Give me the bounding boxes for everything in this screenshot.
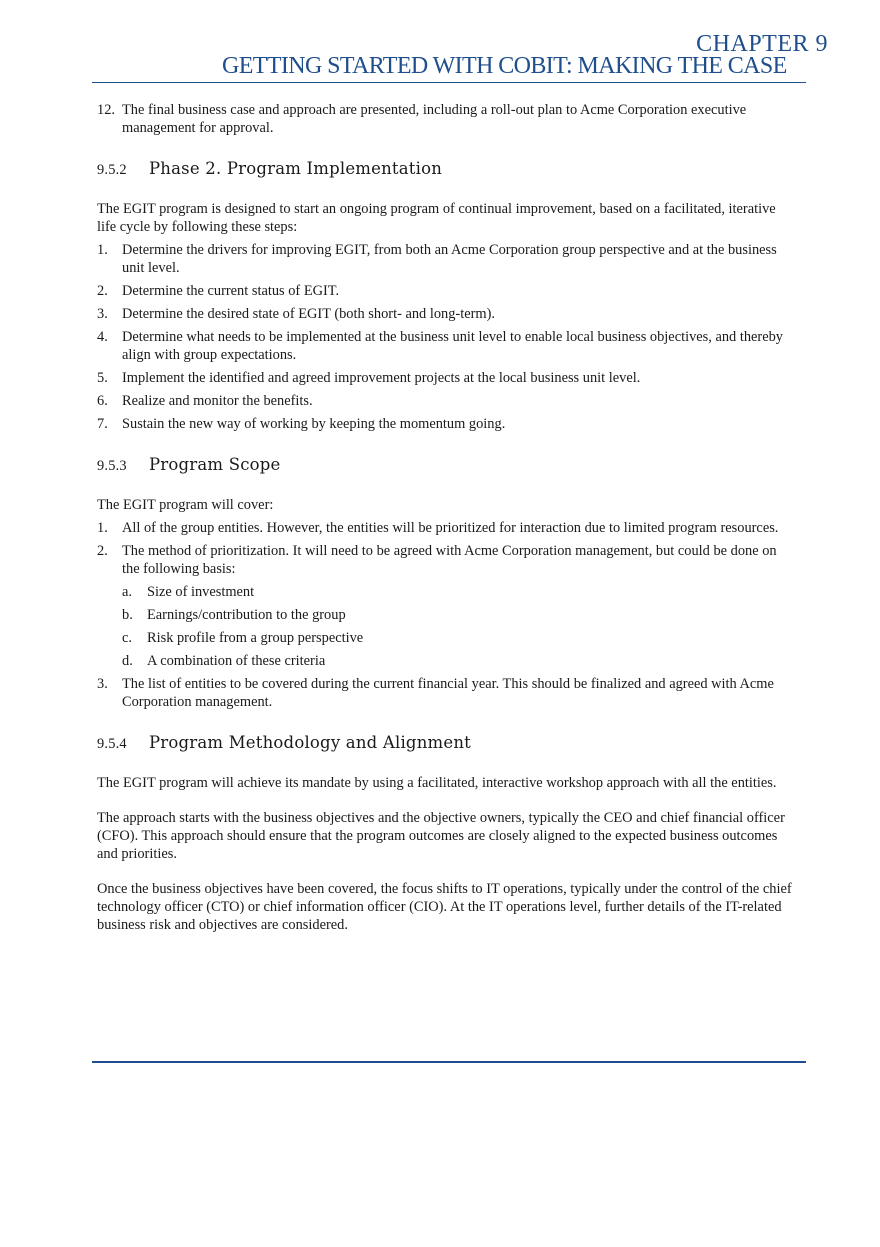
sub-list-item: [97, 606, 797, 624]
list-number: 6.: [97, 393, 108, 409]
paragraph: The EGIT program will cover:: [97, 497, 274, 513]
list-text: Determine what needs to be implemented at the business unit level to enable local business objectives, and thereby align with group expectations.: [122, 329, 783, 363]
list-item: [97, 369, 797, 387]
paragraph: The approach starts with the business objectives and the objective owners, typically the CEO and chief financial officer (CFO). This approach should ensure that the program outcomes are closely aligned to the expected business outcomes and priorities.: [97, 810, 785, 862]
list-letter: a.: [122, 584, 132, 600]
list-letter: b.: [122, 607, 133, 623]
paragraph: The EGIT program is designed to start an ongoing program of continual improvement, based on a facilitated, iterative life cycle by following these steps:: [97, 201, 776, 235]
list-number: 4.: [97, 329, 108, 345]
list-number: 7.: [97, 416, 108, 432]
list-text: A combination of these criteria: [147, 653, 326, 669]
paragraph: The EGIT program will achieve its mandate by using a facilitated, interactive workshop approach with all the entities.: [97, 775, 777, 791]
list-text: Earnings/contribution to the group: [147, 607, 346, 623]
sub-list-item: [97, 652, 797, 670]
list-text: Determine the drivers for improving EGIT, from both an Acme Corporation group perspective and at the business unit level.: [122, 242, 777, 276]
list-item: [97, 282, 797, 300]
list-number: 12.: [97, 102, 115, 118]
sub-list-item: [97, 583, 797, 601]
list-item: [97, 519, 797, 537]
section-heading-9-5-4: [97, 733, 797, 754]
list-text: The final business case and approach are presented, including a roll-out plan to Acme Corporation executive management for approval.: [122, 102, 747, 136]
section-heading-9-5-2: [97, 159, 797, 180]
list-number: 1.: [97, 520, 108, 536]
list-text: Implement the identified and agreed improvement projects at the local business unit level.: [122, 370, 641, 386]
list-text: Risk profile from a group perspective: [147, 630, 364, 646]
list-text: Size of investment: [147, 584, 255, 600]
list-letter: d.: [122, 653, 133, 669]
list-item: [97, 675, 797, 711]
list-item: [97, 392, 797, 410]
header-rule: [92, 82, 806, 83]
list-text: Determine the current status of EGIT.: [122, 283, 340, 299]
footer-rule: [92, 1061, 806, 1063]
section-title: Program Scope: [149, 455, 281, 474]
list-number: 5.: [97, 370, 108, 386]
section-number: 9.5.2: [97, 162, 127, 178]
list-item: [97, 241, 797, 277]
list-text: Sustain the new way of working by keeping the momentum going.: [122, 416, 506, 432]
list-item: [97, 101, 797, 137]
list-item: [97, 415, 797, 433]
paragraph: Once the business objectives have been covered, the focus shifts to IT operations, typically under the control of the chief technology officer (CTO) or chief information officer (CIO). At the IT operations level, further details of the IT-related business risk and objectives are considered.: [97, 881, 792, 933]
chapter-title: GETTING STARTED WITH COBIT: MAKING THE CASE: [222, 53, 787, 79]
section-heading-9-5-3: [97, 455, 797, 476]
list-text: Determine the desired state of EGIT (both short- and long-term).: [122, 306, 495, 322]
sub-list-item: [97, 629, 797, 647]
list-number: 3.: [97, 306, 108, 322]
list-text: The list of entities to be covered during the current financial year. This should be finalized and agreed with Acme Corporation management.: [122, 676, 774, 710]
list-text: Realize and monitor the benefits.: [122, 393, 313, 409]
list-text: All of the group entities. However, the entities will be prioritized for interaction due to limited program resources.: [122, 520, 779, 536]
chapter-label: CHAPTER 9: [696, 31, 828, 57]
list-number: 2.: [97, 283, 108, 299]
section-title: Phase 2. Program Implementation: [149, 159, 443, 178]
list-item: [97, 542, 797, 578]
section-title: Program Methodology and Alignment: [149, 733, 471, 752]
section-number: 9.5.3: [97, 458, 127, 474]
list-number: 1.: [97, 242, 108, 258]
list-number: 3.: [97, 676, 108, 692]
list-item: [97, 305, 797, 323]
list-letter: c.: [122, 630, 132, 646]
page-content: [97, 101, 797, 939]
list-item: [97, 328, 797, 364]
list-number: 2.: [97, 543, 108, 559]
list-text: The method of prioritization. It will need to be agreed with Acme Corporation management, but could be done on the following basis:: [122, 543, 777, 577]
section-number: 9.5.4: [97, 736, 127, 752]
